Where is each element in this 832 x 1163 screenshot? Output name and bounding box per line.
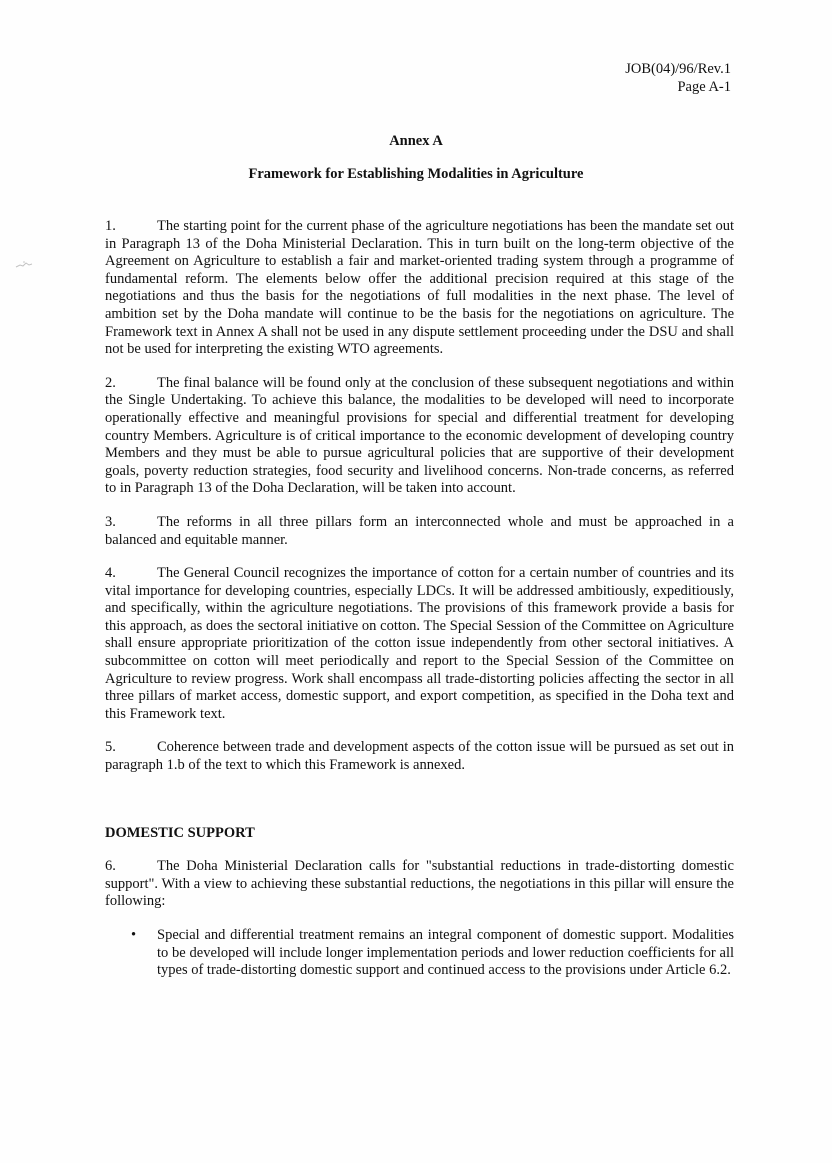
section-heading-domestic-support: DOMESTIC SUPPORT	[105, 824, 255, 841]
paragraph-6	[105, 858, 734, 911]
document-header	[625, 60, 731, 96]
annex-title: Annex A	[389, 133, 443, 149]
paragraph-text: The final balance will be found only at the conclusion of these subsequent negotiations and within the Single Undertaking. To achieve this balance, the modalities to be developed will need to incorporate operationally effective and meaningful provisions for special and differential treatment for developing country Members. Agriculture is of critical importance to the economic development of developing country Members and they must be able to pursue agricultural policies that are supportive of their development goals, poverty reduction strategies, food security and livelihood concerns. Non-trade concerns, as referred to in Paragraph 13 of the Doha Declaration, will be taken into account.	[105, 374, 734, 497]
paragraph-number: 3.	[105, 513, 116, 530]
paragraph-text: Coherence between trade and development aspects of the cotton issue will be pursued as set out in paragraph 1.b of the text to which this Framework is annexed.	[105, 739, 734, 774]
document-symbol: JOB(04)/96/Rev.1	[625, 61, 731, 77]
paragraph-text: The General Council recognizes the importance of cotton for a certain number of countries and its vital importance for developing countries, especially LDCs. It will be addressed ambitiously, expeditiously, and specifically, within the agriculture negotiations. The provisions of this framework provide a basis for this approach, as does the sectoral initiative on cotton. The Special Session of the Committee on Agriculture shall ensure appropriate prioritization of the cotton issue independently from other sectoral initiatives. A subcommittee on cotton will meet periodically and report to the Special Session of the Committee on Agriculture to review progress. Work shall encompass all trade-distorting policies affecting the sector in all three pillars of market access, domestic support, and export competition, as specified in the Doha text and this Framework text.	[105, 565, 734, 722]
paragraph-number: 1.	[105, 218, 116, 234]
paragraph-text: The Doha Ministerial Declaration calls for "substantial reductions in trade-distorting domestic support". With a view to achieving these substantial reductions, the negotiations in this pillar will ensure the following:	[105, 858, 734, 910]
paragraph-1	[105, 218, 734, 359]
bullet-text: Special and differential treatment remains an integral component of domestic support. Modalities to be developed will include longer implementation periods and lower reduction coefficients for all types of trade-distorting domestic support and continued access to the provisions under Article 6.2.	[157, 927, 734, 979]
paragraph-number: 5.	[105, 739, 116, 756]
paragraph-number: 6.	[105, 858, 116, 875]
framework-title: Framework for Establishing Modalities in Agriculture	[248, 166, 584, 182]
scan-speck-mark	[15, 260, 33, 270]
paragraph-text: The starting point for the current phase of the agriculture negotiations has been the mandate set out in Paragraph 13 of the Doha Ministerial Declaration. This in turn built on the long-term objective of the Agreement on Agriculture to establish a fair and market-oriented trading system through a programme of fundamental reform. The elements below offer the additional precision required at this stage of the negotiations and thus the basis for the negotiations of full modalities in the next phase. The level of ambition set by the Doha mandate will continue to be the basis for the negotiations on agriculture. The Framework text in Annex A shall not be used in any dispute settlement proceeding under the DSU and shall not be used for interpreting the existing WTO agreements.	[105, 218, 734, 358]
paragraph-3	[105, 514, 734, 549]
bullet-item	[131, 927, 734, 980]
bullet-icon: •	[131, 927, 137, 943]
page-number: Page A-1	[677, 79, 731, 95]
paragraph-number: 4.	[105, 565, 116, 582]
paragraph-5	[105, 739, 734, 774]
paragraph-number: 2.	[105, 374, 116, 391]
paragraph-text: The reforms in all three pillars form an interconnected whole and must be approached in a balanced and equitable manner.	[105, 513, 734, 548]
paragraph-2	[105, 375, 734, 498]
document-body	[105, 218, 734, 980]
paragraph-4	[105, 565, 734, 723]
